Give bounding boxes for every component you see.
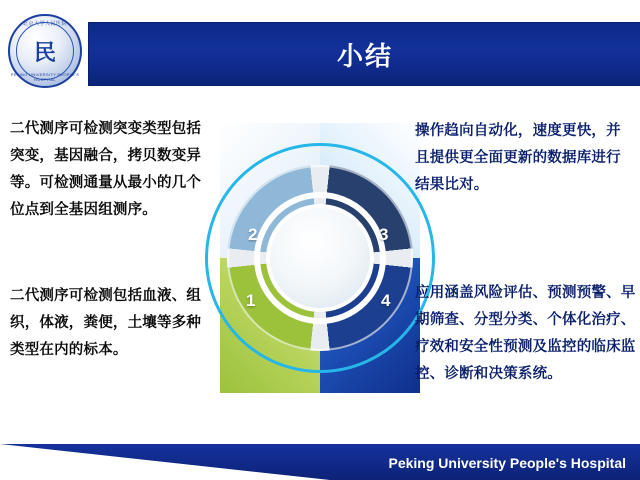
- text-block-top-right: 操作趋向自动化，速度更快，并且提供更全面更新的数据库进行结果比对。: [415, 123, 621, 193]
- logo-top-text: 北京大学人民医院: [22, 21, 67, 27]
- segment-number-2: 2: [248, 225, 258, 244]
- footer-institution-text: Peking University People's Hospital: [388, 455, 626, 471]
- hospital-logo: [8, 14, 82, 88]
- slide-footer: [0, 444, 640, 480]
- segment-number-4: 4: [381, 291, 391, 310]
- logo-mark: 民: [16, 22, 74, 80]
- segment-number-1: 1: [246, 291, 256, 310]
- logo-bottom-text: PEKING UNIVERSITY PEOPLE'S HOSPITAL: [10, 72, 80, 82]
- footer-triangle-accent: [0, 444, 330, 480]
- text-block-top-left: 二代测序可检测突变类型包括突变，基因融合，拷贝数变异等。可检测通量从最小的几个位点到全基因组测序。: [10, 121, 202, 218]
- donut-center: [266, 204, 374, 312]
- page-title: 小结: [336, 40, 393, 71]
- text-block-bottom-left: 二代测序可检测包括血液、组织，体液，粪便，土壤等多种类型在内的标本。: [10, 288, 202, 358]
- segment-number-3: 3: [379, 225, 389, 244]
- slide-header-bar: [88, 22, 640, 86]
- text-block-bottom-right: 应用涵盖风险评估、预测预警、早期筛查、分型分类、个体化治疗、疗效和安全性预测及监控的临床监控、诊断和决策系统。: [415, 285, 636, 382]
